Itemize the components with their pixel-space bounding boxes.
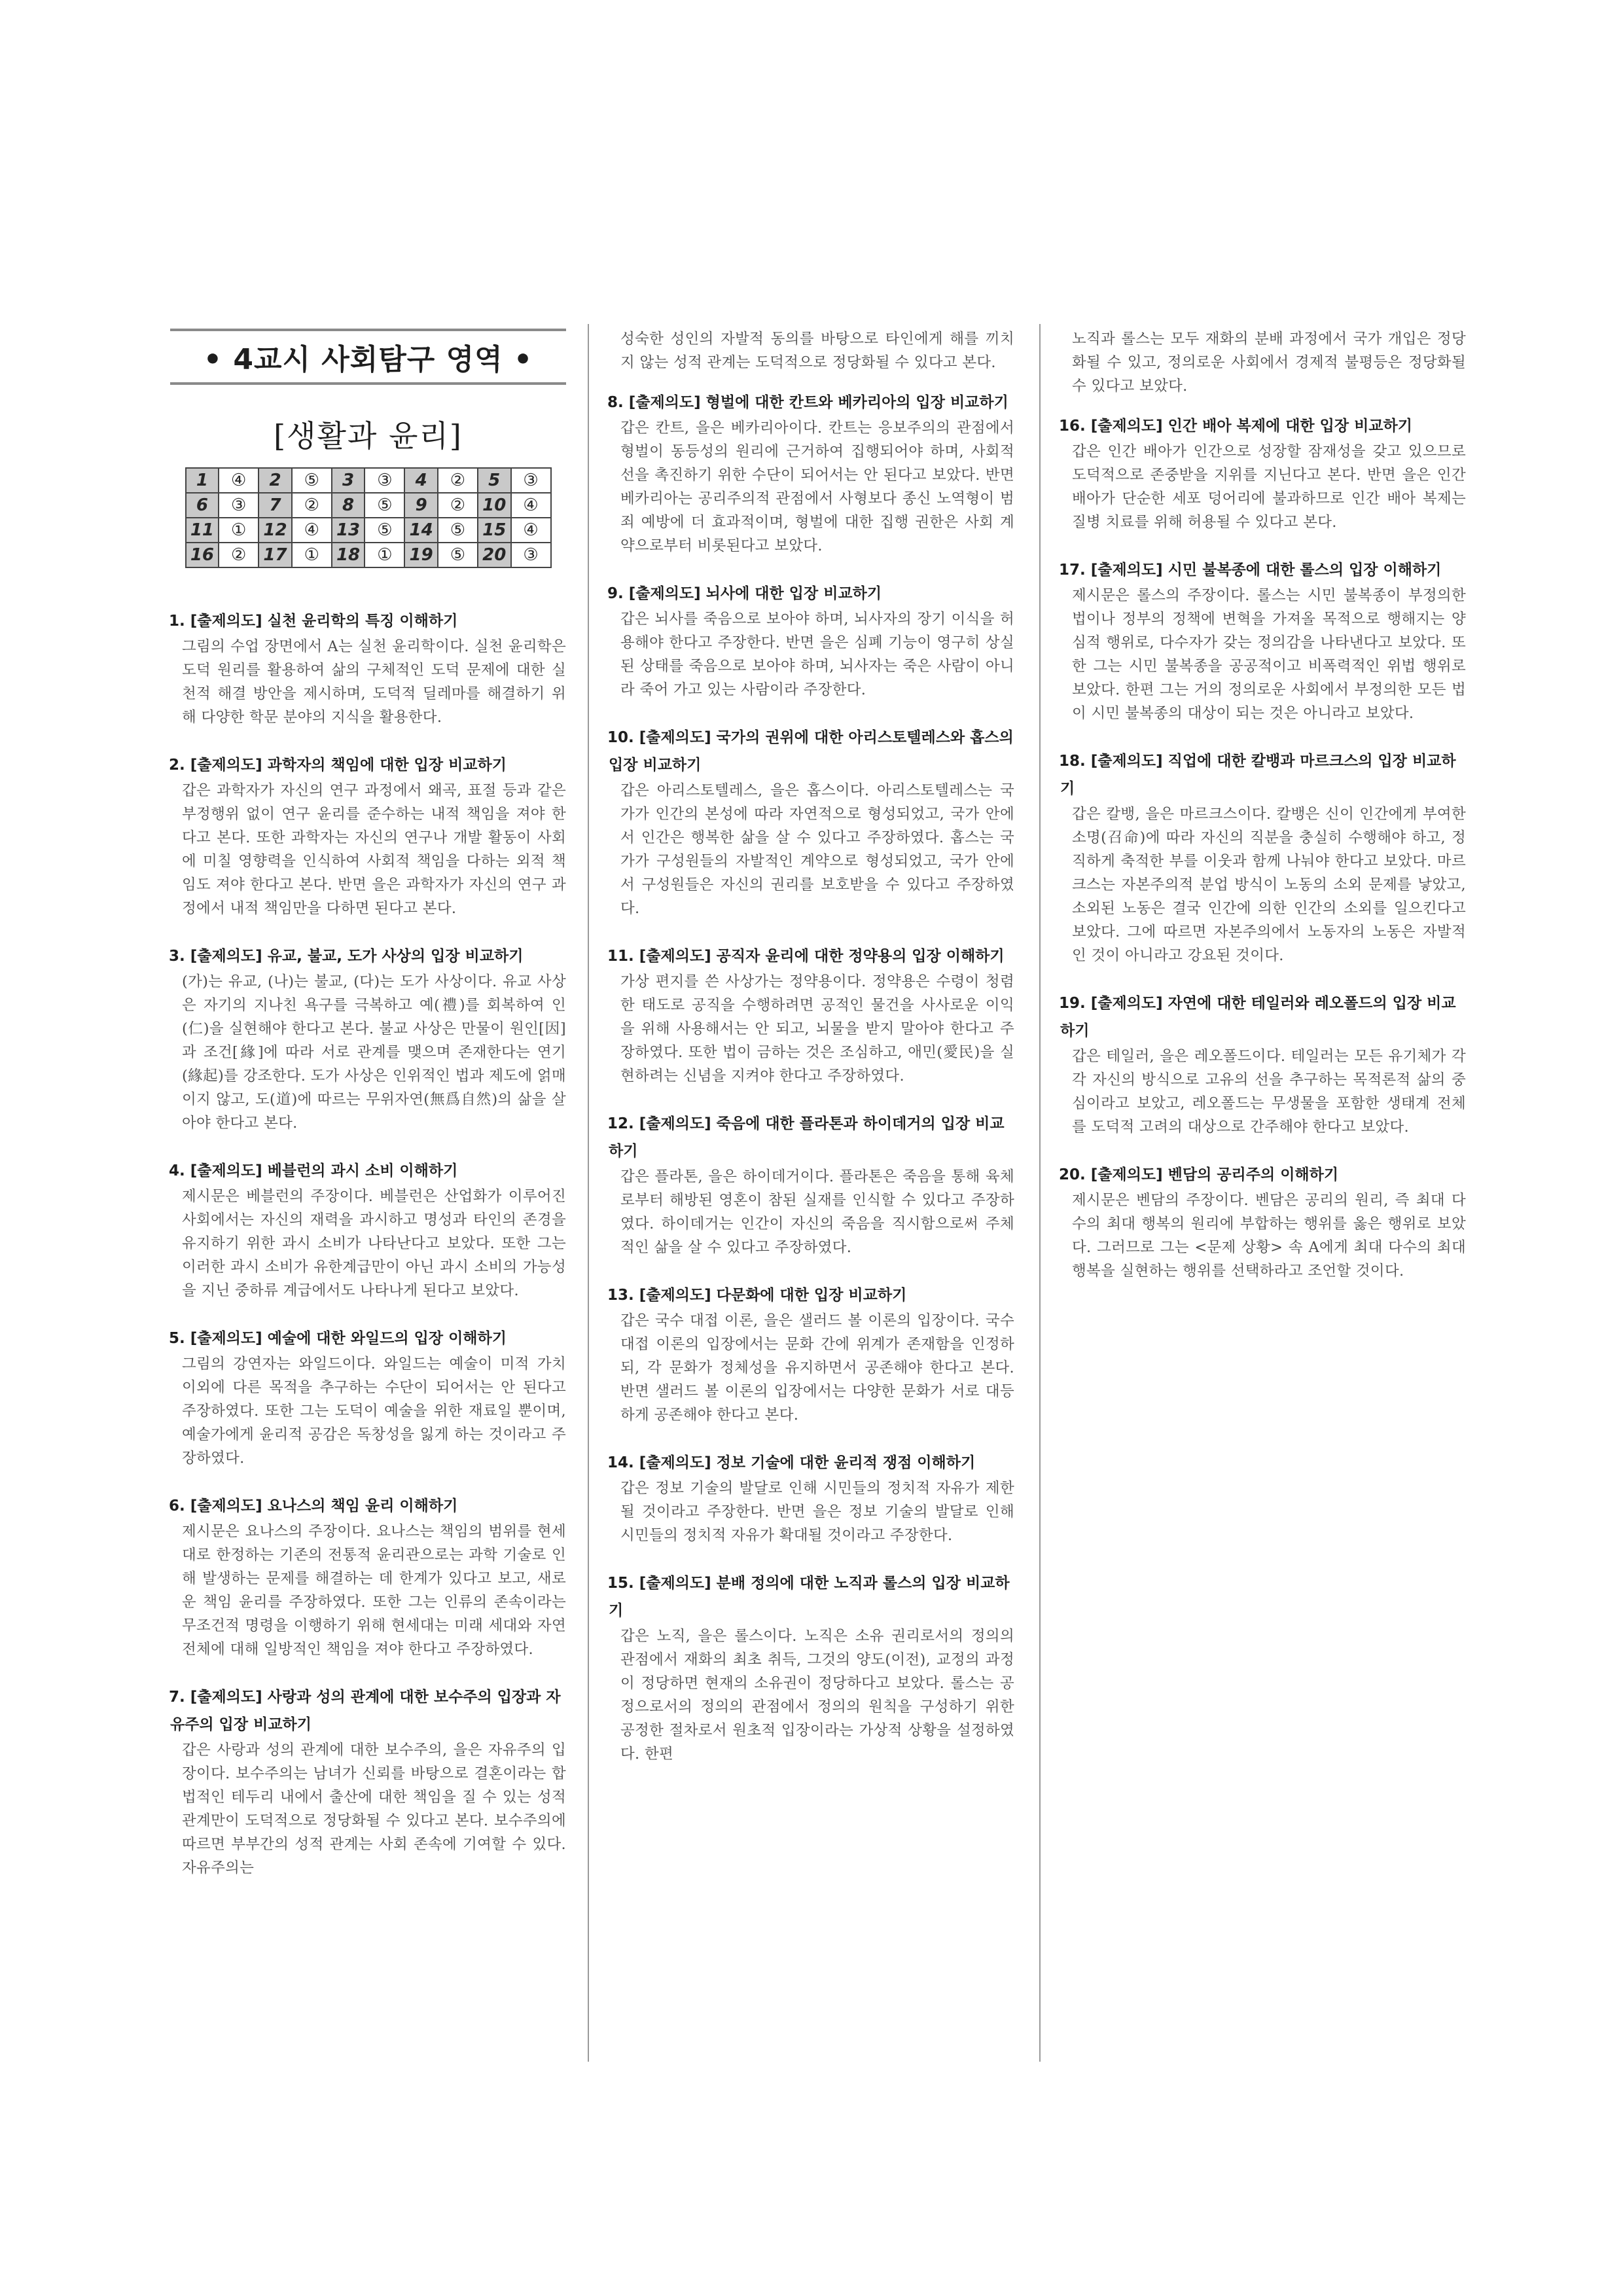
answer-choice: ②	[219, 543, 259, 567]
answer-choice: ②	[292, 493, 332, 518]
column-divider-1	[588, 324, 589, 2062]
answer-choice: ①	[365, 543, 404, 567]
question-2	[170, 751, 566, 920]
question-title: 18. [출제의도] 직업에 대한 칼뱅과 마르크스의 입장 비교하기	[1059, 753, 1456, 797]
question-title: 5. [출제의도] 예술에 대한 와일드의 입장 이해하기	[169, 1330, 507, 1347]
question-4	[170, 1157, 566, 1302]
question-10	[609, 724, 1014, 920]
question-title: 8. [출제의도] 형벌에 대한 칸트와 베카리아의 입장 비교하기	[607, 394, 1008, 411]
question-body: 갑은 플라톤, 을은 하이데거이다. 플라톤은 죽음을 통해 육체로부터 해방된 영혼이 참된 실재를 인식할 수 있다고 주장하였다. 하이데거는 인간이 자신의 죽음을 직시함으로써 주체적인 삶을 살 수 있다고 주장하였다.	[620, 1168, 1014, 1256]
question-body: 가상 편지를 쓴 사상가는 정약용이다. 정약용은 수령이 청렴한 태도로 공직을 수행하려면 공적인 물건을 사사로운 이익을 위해 사용해서는 안 되고, 뇌물을 받지 말아야 한다고 주장하였다. 또한 법이 금하는 것은 조심하고, 애민(愛民)을 실현하려는 신념을 지켜야 한다고 주장하였다.	[620, 973, 1014, 1085]
question-body: (가)는 유교, (나)는 불교, (다)는 도가 사상이다. 유교 사상은 자기의 지나친 욕구를 극복하고 예(禮)를 회복하여 인(仁)을 실현해야 한다고 본다. 불교 사상은 만물이 원인[因]과 조건[緣]에 따라 서로 관계를 맺으며 존재한다는 연기(緣起)를 강조한다. 도가 사상은 인위적인 법과 제도에 얽매이지 않고, 도(道)에 따르는 무위자연(無爲自然)의 삶을 살아야 한다고 본다.	[182, 973, 566, 1132]
answer-choice: ②	[438, 493, 478, 518]
question-16	[1060, 412, 1466, 534]
question-20	[1060, 1161, 1466, 1283]
question-19	[1060, 990, 1466, 1139]
question-title: 1. [출제의도] 실천 윤리학의 특징 이해하기	[169, 613, 458, 630]
answer-choice: ④	[292, 518, 332, 543]
answer-number: 7	[259, 493, 292, 518]
question-18	[1060, 747, 1466, 967]
column-1	[170, 327, 566, 1902]
question-15	[609, 1570, 1014, 1766]
question-title: 10. [출제의도] 국가의 권위에 대한 아리스토텔레스와 홉스의 입장 비교하기	[607, 729, 1014, 774]
answer-number: 4	[404, 468, 438, 493]
answer-key-table	[185, 467, 552, 568]
question-title: 17. [출제의도] 시민 불복종에 대한 롤스의 입장 이해하기	[1059, 562, 1442, 579]
question-9	[609, 580, 1014, 702]
question-title: 11. [출제의도] 공직자 윤리에 대한 정약용의 입장 이해하기	[607, 948, 1005, 965]
question-7	[170, 1683, 566, 1880]
answer-number: 19	[404, 543, 438, 567]
question-8	[609, 389, 1014, 558]
question-title: 13. [출제의도] 다문화에 대한 입장 비교하기	[607, 1287, 907, 1304]
question-title: 15. [출제의도] 분배 정의에 대한 노직과 롤스의 입장 비교하기	[607, 1575, 1010, 1619]
answer-row	[186, 468, 551, 493]
question-body: 갑은 칸트, 을은 베카리아이다. 칸트는 응보주의의 관점에서 형벌이 동등성의 원리에 근거하여 집행되어야 하며, 사회적 선을 촉진하기 위한 수단이 되어서는 안 된다고 보았다. 반면 베카리아는 공리주의적 관점에서 사형보다 종신 노역형이 범죄 예방에 더 효과적이며, 형벌에 대한 집행 권한은 사회 계약으로부터 비롯된다고 보았다.	[620, 420, 1014, 554]
question-body: 갑은 과학자가 자신의 연구 과정에서 왜곡, 표절 등과 같은 부정행위 없이 연구 윤리를 준수하는 내적 책임을 져야 한다고 본다. 또한 과학자는 자신의 연구나 개발 활동이 사회에 미칠 영향력을 인식하여 사회적 책임을 다하는 외적 책임도 져야 한다고 본다. 반면 을은 과학자가 자신의 연구 과정에서 내적 책임만을 다하면 된다고 본다.	[182, 782, 566, 917]
answer-number: 10	[478, 493, 511, 518]
answer-choice: ⑤	[365, 518, 404, 543]
answer-number: 16	[186, 543, 219, 567]
question-title: 6. [출제의도] 요나스의 책임 윤리 이해하기	[169, 1498, 458, 1515]
answer-row	[186, 518, 551, 543]
question-title: 20. [출제의도] 벤담의 공리주의 이해하기	[1059, 1166, 1339, 1183]
answer-number: 6	[186, 493, 219, 518]
question-3	[170, 942, 566, 1135]
question-body: 그림의 수업 장면에서 A는 실천 윤리학이다. 실천 윤리학은 도덕 원리를 활용하여 삶의 구체적인 도덕 문제에 대한 실천적 해결 방안을 제시하며, 도덕적 딜레마를 해결하기 위해 다양한 학문 분야의 지식을 활용한다.	[182, 638, 566, 726]
question-title: 14. [출제의도] 정보 기술에 대한 윤리적 쟁점 이해하기	[607, 1454, 976, 1471]
question-body: 제시문은 벤담의 주장이다. 벤담은 공리의 원리, 즉 최대 다수의 최대 행복의 원리에 부합하는 행위를 옳은 행위로 보았다. 그러므로 그는 <문제 상황> 속 A에게 최대 다수의 최대 행복을 실현하는 행위를 선택하라고 조언할 것이다.	[1072, 1192, 1466, 1280]
answer-number: 3	[332, 468, 365, 493]
question-5	[170, 1325, 566, 1470]
question-13	[609, 1282, 1014, 1427]
question-body: 갑은 노직, 을은 롤스이다. 노직은 소유 권리로서의 정의의 관점에서 재화의 최초 취득, 그것의 양도(이전), 교정의 과정이 정당하면 현재의 소유권이 정당하다고 보았다. 롤스는 공정으로서의 정의의 관점에서 정의의 원칙을 구성하기 위한 공정한 절차로서 원초적 입장이라는 가상적 상황을 설정하였다. 한편	[620, 1628, 1014, 1763]
question-14	[609, 1449, 1014, 1547]
answer-choice: ④	[219, 468, 259, 493]
answer-choice: ②	[438, 468, 478, 493]
answer-row	[186, 543, 551, 567]
answer-number: 18	[332, 543, 365, 567]
section-title: • 4교시 사회탐구 영역 •	[170, 329, 566, 385]
question-body: 제시문은 요나스의 주장이다. 요나스는 책임의 범위를 현세대로 한정하는 기존의 전통적 윤리관으로는 과학 기술로 인해 발생하는 문제를 해결하는 데 한계가 있다고 보고, 새로운 책임 윤리를 주장하였다. 또한 그는 인류의 존속이라는 무조건적 명령을 이행하기 위해 현세대는 미래 세대와 자연 전체에 대해 일방적인 책임을 져야 한다고 주장하였다.	[182, 1523, 566, 1658]
answer-choice: ⑤	[365, 493, 404, 518]
answer-number: 8	[332, 493, 365, 518]
answer-number: 1	[186, 468, 219, 493]
answer-number: 20	[478, 543, 511, 567]
column-2	[609, 327, 1014, 1788]
question-body: 갑은 뇌사를 죽음으로 보아야 하며, 뇌사자의 장기 이식을 허용해야 한다고 주장한다. 반면 을은 심폐 기능이 영구히 상실된 상태를 죽음으로 보아야 하며, 뇌사자는 죽은 사람이 아니라 죽어 가고 있는 사람이라 주장한다.	[620, 611, 1014, 698]
question-body: 갑은 사랑과 성의 관계에 대한 보수주의, 을은 자유주의 입장이다. 보수주의는 남녀가 신뢰를 바탕으로 결혼이라는 합법적인 테두리 내에서 출산에 대한 책임을 질 수 있는 성적 관계만이 도덕적으로 정당화될 수 있다고 본다. 보수주의에 따르면 부부간의 성적 관계는 사회 존속에 기여할 수 있다. 자유주의는	[182, 1742, 566, 1876]
question-title: 4. [출제의도] 베블런의 과시 소비 이해하기	[169, 1162, 458, 1179]
answer-choice: ⑤	[292, 468, 332, 493]
answer-number: 12	[259, 518, 292, 543]
column-3	[1060, 327, 1466, 1305]
answer-choice: ③	[511, 468, 551, 493]
answer-number: 11	[186, 518, 219, 543]
question-body: 제시문은 롤스의 주장이다. 롤스는 시민 불복종이 부정의한 법이나 정부의 정책에 변혁을 가져올 목적으로 행해지는 양심적 행위로, 다수자가 갖는 정의감을 나타낸다고 보았다. 또한 그는 시민 불복종을 공공적이고 비폭력적인 위법 행위로 보았다. 한편 그는 거의 정의로운 사회에서 부정의한 모든 법이 시민 불복종의 대상이 되는 것은 아니라고 보았다.	[1072, 587, 1466, 722]
answer-choice: ③	[365, 468, 404, 493]
question-body: 제시문은 베블런의 주장이다. 베블런은 산업화가 이루어진 사회에서는 자신의 재력을 과시하고 명성과 타인의 존경을 유지하기 위한 과시 소비가 나타난다고 보았다. 또한 그는 이러한 과시 소비가 유한계급만이 아닌 과시 소비의 가능성을 지닌 중하류 계급에서도 나타나게 된다고 보았다.	[182, 1188, 566, 1299]
answer-choice: ③	[219, 493, 259, 518]
question-title: 12. [출제의도] 죽음에 대한 플라톤과 하이데거의 입장 비교하기	[607, 1115, 1005, 1160]
question-title: 3. [출제의도] 유교, 불교, 도가 사상의 입장 비교하기	[169, 948, 524, 965]
answer-choice: ③	[511, 543, 551, 567]
question-6	[170, 1492, 566, 1661]
question-body: 갑은 칼뱅, 을은 마르크스이다. 칼뱅은 신이 인간에게 부여한 소명(召命)에 따라 자신의 직분을 충실히 수행해야 하고, 정직하게 축적한 부를 이웃과 함께 나눠야 한다고 보았다. 마르크스는 자본주의적 분업 방식이 노동의 소외 문제를 낳았고, 소외된 노동은 결국 인간에 의한 인간의 소외를 일으킨다고 보았다. 그에 따르면 자본주의에서 노동자의 노동은 자발적인 것이 아니라고 강요된 것이다.	[1072, 806, 1466, 964]
question-body: 갑은 아리스토텔레스, 을은 홉스이다. 아리스토텔레스는 국가가 인간의 본성에 따라 자연적으로 형성되었고, 국가 안에서 인간은 행복한 삶을 살 수 있다고 주장하였다. 홉스는 국가가 구성원들의 자발적인 계약으로 형성되었고, 국가 안에서 구성원들은 자신의 권리를 보호받을 수 있다고 주장하였다.	[620, 782, 1014, 917]
answer-number: 2	[259, 468, 292, 493]
question-body: 갑은 테일러, 을은 레오폴드이다. 테일러는 모든 유기체가 각각 자신의 방식으로 고유의 선을 추구하는 목적론적 삶의 중심이라고 보았고, 레오폴드는 무생물을 포함한 생태계 전체를 도덕적 고려의 대상으로 간주해야 한다고 보았다.	[1072, 1048, 1466, 1136]
question-title: 9. [출제의도] 뇌사에 대한 입장 비교하기	[607, 585, 882, 602]
question-15-continuation: 노직과 롤스는 모두 재화의 분배 과정에서 국가 개입은 정당화될 수 있고, 정의로운 사회에서 경제적 불평등은 정당화될 수 있다고 보았다.	[1072, 331, 1466, 395]
question-17	[1060, 556, 1466, 725]
question-title: 2. [출제의도] 과학자의 책임에 대한 입장 비교하기	[169, 757, 507, 774]
answer-row	[186, 493, 551, 518]
answer-choice: ④	[511, 493, 551, 518]
question-title: 7. [출제의도] 사랑과 성의 관계에 대한 보수주의 입장과 자유주의 입장 비교하기	[169, 1689, 561, 1733]
answer-number: 9	[404, 493, 438, 518]
answer-choice: ④	[511, 518, 551, 543]
question-body: 갑은 인간 배아가 인간으로 성장할 잠재성을 갖고 있으므로 도덕적으로 존중받을 지위를 지닌다고 본다. 반면 을은 인간 배아가 단순한 세포 덩어리에 불과하므로 인간 배아 복제는 질병 치료를 위해 허용될 수 있다고 본다.	[1072, 443, 1466, 531]
question-7-continuation: 성숙한 성인의 자발적 동의를 바탕으로 타인에게 해를 끼치지 않는 성적 관계는 도덕적으로 정당화될 수 있다고 본다.	[620, 331, 1014, 371]
column-divider-2	[1039, 324, 1041, 2062]
answer-choice: ①	[219, 518, 259, 543]
question-title: 19. [출제의도] 자연에 대한 테일러와 레오폴드의 입장 비교하기	[1059, 995, 1456, 1039]
answer-number: 5	[478, 468, 511, 493]
answer-number: 17	[259, 543, 292, 567]
question-body: 그림의 강연자는 와일드이다. 와일드는 예술이 미적 가치 이외에 다른 목적을 추구하는 수단이 되어서는 안 된다고 주장하였다. 또한 그는 도덕이 예술을 위한 재료일 뿐이며, 예술가에게 윤리적 공감은 독창성을 잃게 하는 것이라고 주장하였다.	[182, 1355, 566, 1467]
answer-choice: ①	[292, 543, 332, 567]
question-title: 16. [출제의도] 인간 배아 복제에 대한 입장 비교하기	[1059, 418, 1412, 435]
answer-number: 15	[478, 518, 511, 543]
question-11	[609, 942, 1014, 1088]
question-body: 갑은 정보 기술의 발달로 인해 시민들의 정치적 자유가 제한될 것이라고 주장한다. 반면 을은 정보 기술의 발달로 인해 시민들의 정치적 자유가 확대될 것이라고 주장한다.	[620, 1480, 1014, 1544]
question-1	[170, 607, 566, 729]
answer-choice: ⑤	[438, 543, 478, 567]
answer-choice: ⑤	[438, 518, 478, 543]
question-12	[609, 1110, 1014, 1259]
answer-number: 14	[404, 518, 438, 543]
answer-number: 13	[332, 518, 365, 543]
question-body: 갑은 국수 대접 이론, 을은 샐러드 볼 이론의 입장이다. 국수 대접 이론의 입장에서는 문화 간에 위계가 존재함을 인정하되, 각 문화가 정체성을 유지하면서 공존해야 한다고 본다. 반면 샐러드 볼 이론의 입장에서는 다양한 문화가 서로 대등하게 공존해야 한다고 본다.	[620, 1312, 1014, 1424]
subject-title: [생활과 윤리]	[274, 418, 463, 454]
